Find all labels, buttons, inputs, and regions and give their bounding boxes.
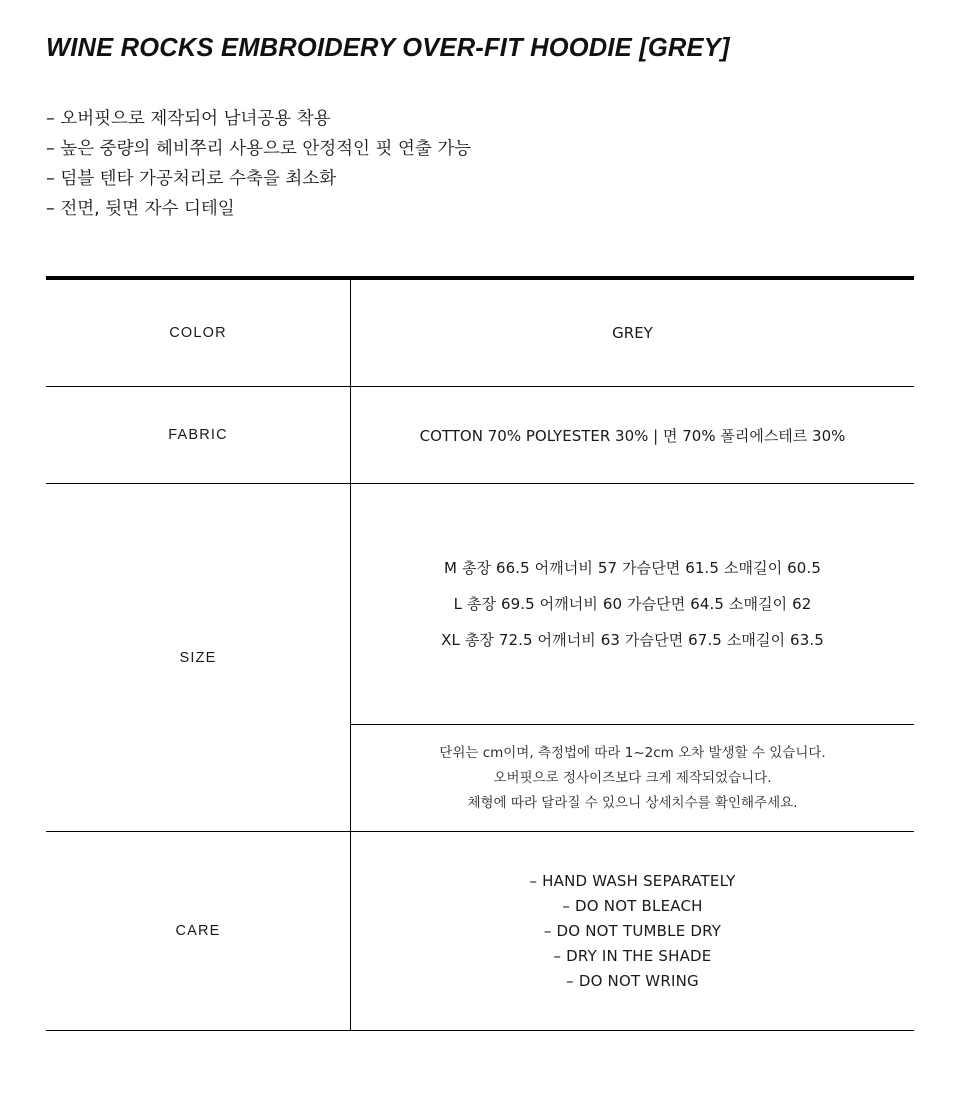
spec-value-fabric: COTTON 70% POLYESTER 30% | 면 70% 폴리에스테르 30% xyxy=(351,387,915,484)
spec-label-care: CARE xyxy=(46,832,351,1031)
table-row xyxy=(46,484,914,725)
size-row: M 총장 66.5 어깨너비 57 가슴단면 61.5 소매길이 60.5 xyxy=(444,559,821,577)
spec-value-size-notes xyxy=(351,725,915,832)
size-note-line: 오버핏으로 정사이즈보다 크게 제작되었습니다. xyxy=(493,769,772,786)
list-item: – 높은 중량의 헤비쭈리 사용으로 안정적인 핏 연출 가능 xyxy=(46,139,472,159)
spec-label-fabric: FABRIC xyxy=(46,387,351,484)
care-line: – DRY IN THE SHADE xyxy=(553,946,712,965)
size-row: L 총장 69.5 어깨너비 60 가슴단면 64.5 소매길이 62 xyxy=(453,595,812,613)
table-row xyxy=(46,387,914,484)
care-line: – DO NOT BLEACH xyxy=(562,896,703,915)
care-line: – DO NOT TUMBLE DRY xyxy=(543,921,722,940)
page-title: WINE ROCKS EMBROIDERY OVER-FIT HOODIE [GREY] xyxy=(46,34,730,62)
spec-label-color: COLOR xyxy=(46,278,351,387)
size-note-line: 단위는 cm이며, 측정법에 따라 1~2cm 오차 발생할 수 있습니다. xyxy=(439,744,826,761)
table-row xyxy=(46,832,914,1031)
spec-label-size: SIZE xyxy=(46,484,351,832)
size-row: XL 총장 72.5 어깨너비 63 가슴단면 67.5 소매길이 63.5 xyxy=(441,631,824,649)
spec-value-size-measurements xyxy=(351,484,915,725)
list-item: – 덤블 텐타 가공처리로 수축을 최소화 xyxy=(46,169,337,189)
size-note-line: 체형에 따라 달라질 수 있으니 상세치수를 확인해주세요. xyxy=(467,794,798,811)
feature-bullet-list xyxy=(46,104,471,224)
care-line: – DO NOT WRING xyxy=(566,971,699,990)
table-row xyxy=(46,278,914,387)
care-line: – HAND WASH SEPARATELY xyxy=(529,871,736,890)
table-bottom-rule xyxy=(46,1031,914,1032)
list-item: – 오버핏으로 제작되어 남녀공용 착용 xyxy=(46,109,331,129)
spec-value-care xyxy=(351,832,915,1031)
list-item: – 전면, 뒷면 자수 디테일 xyxy=(46,199,235,219)
spec-table xyxy=(46,276,914,1031)
spec-value-color: GREY xyxy=(351,278,915,387)
